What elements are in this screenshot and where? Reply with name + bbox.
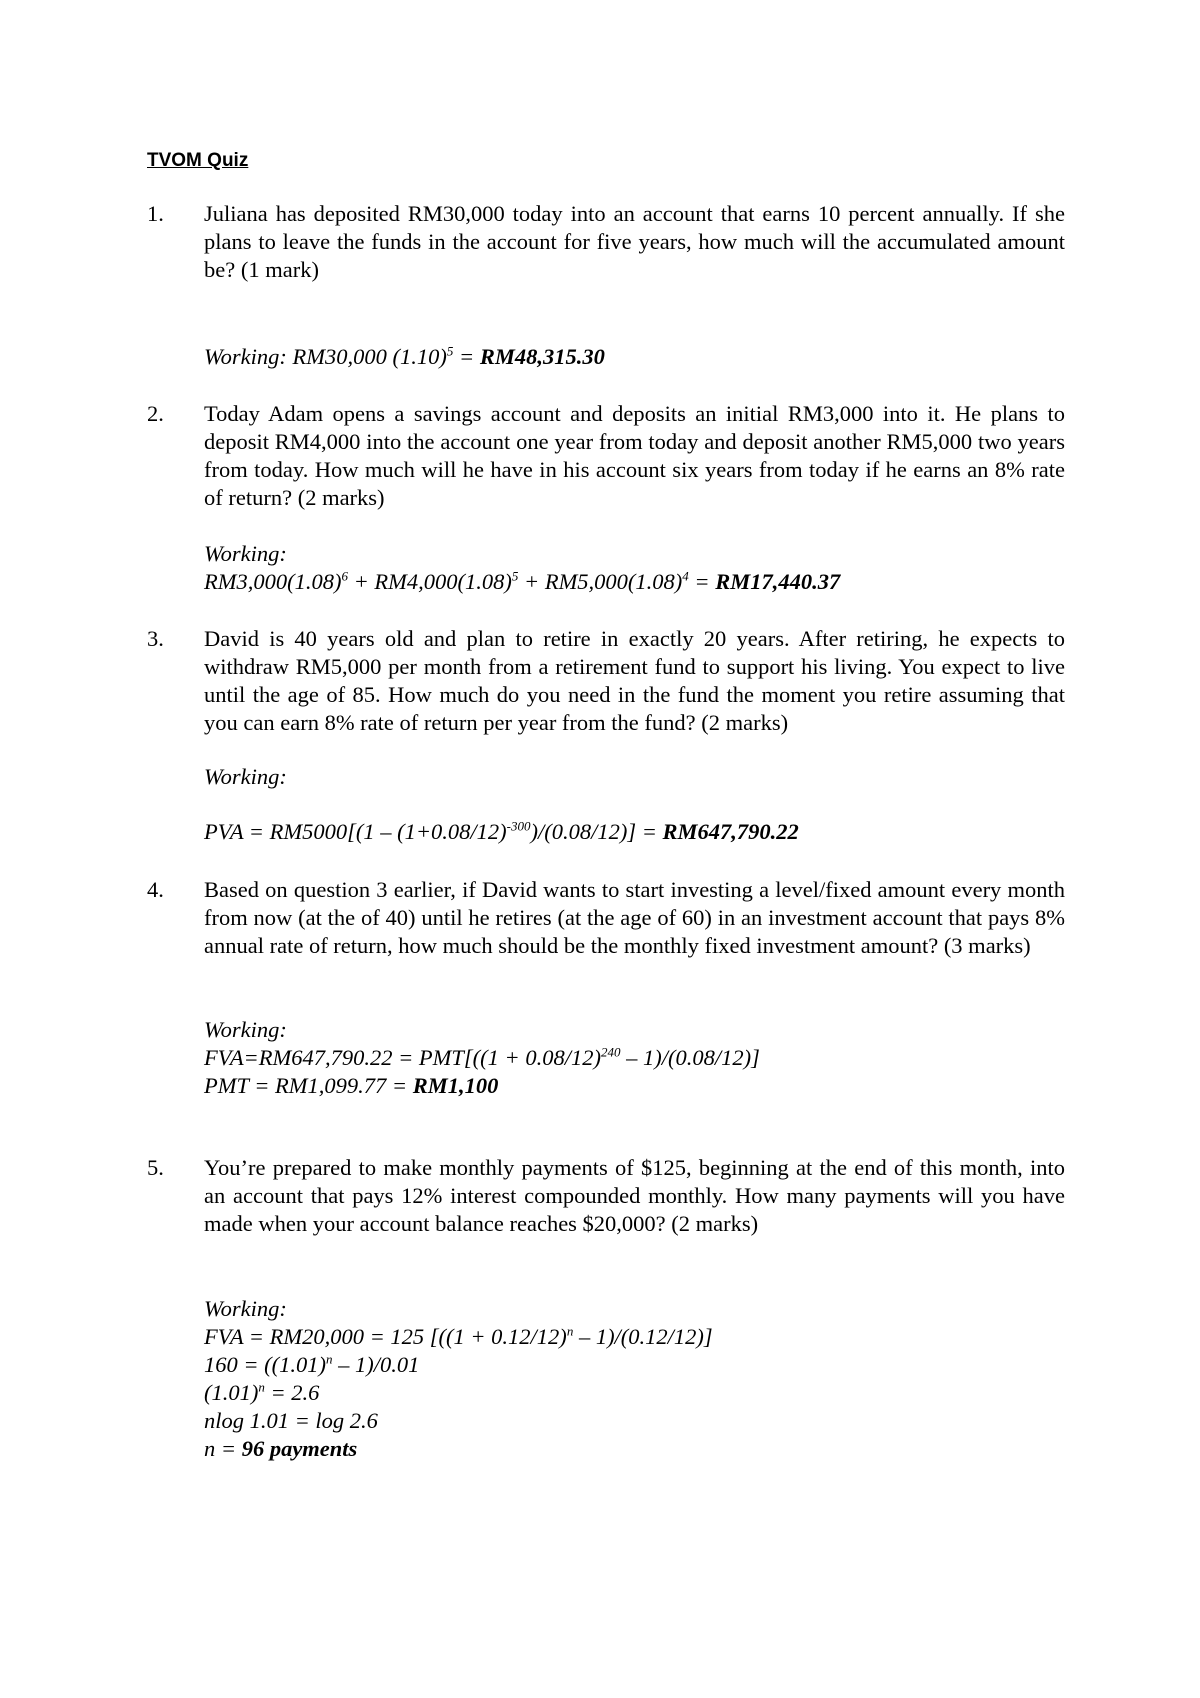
question-number: 4. — [147, 877, 164, 902]
working-label: Working: — [204, 1296, 287, 1321]
working-line — [204, 1351, 713, 1379]
working-5 — [204, 1295, 713, 1463]
working-text: – 1)/(0.12/12)] — [573, 1324, 713, 1349]
working-answer: RM17,440.37 — [715, 569, 841, 594]
working-answer: RM647,790.22 — [662, 819, 799, 844]
exponent: 4 — [682, 568, 689, 584]
working-2 — [204, 540, 840, 596]
exponent: n — [258, 1379, 265, 1395]
exponent: 5 — [446, 343, 454, 359]
working-text: (1.01) — [204, 1380, 259, 1405]
working-text: = — [453, 344, 480, 369]
exponent: 240 — [600, 1044, 621, 1060]
working-line: nlog 1.01 = log 2.6 — [204, 1408, 378, 1433]
working-text: PMT = RM1,099.77 = — [204, 1073, 413, 1098]
working-text: )/(0.08/12)] = — [530, 819, 663, 844]
question-number: 5. — [147, 1155, 164, 1180]
question-4 — [147, 876, 1065, 960]
working-line — [204, 1323, 713, 1351]
working-line — [204, 568, 840, 596]
exponent: n — [566, 1323, 574, 1339]
working-label: Working: — [204, 541, 287, 566]
working-text: RM3,000(1.08) — [204, 569, 342, 594]
exponent: 6 — [341, 568, 348, 584]
working-text: n = — [204, 1436, 242, 1461]
working-text: + RM4,000(1.08) — [347, 569, 512, 594]
working-text: – 1)/0.01 — [332, 1352, 420, 1377]
working-line — [204, 818, 799, 846]
document-title: TVOM Quiz — [147, 150, 249, 171]
working-label: Working: — [204, 764, 287, 789]
question-text: Based on question 3 earlier, if David wants to start investing a level/fixed amount every month from now (at the of 40) until he retires (at the age of 60) in an investment account that pays 8% annual rate of return, how much should be the monthly fixed investment amount? (3 marks) — [204, 877, 1065, 958]
working-label: Working: — [204, 1017, 287, 1042]
working-answer: RM48,315.30 — [479, 344, 605, 369]
working-line — [204, 1379, 713, 1407]
question-5 — [147, 1154, 1065, 1238]
working-answer: 96 payments — [241, 1436, 358, 1461]
working-4 — [204, 1016, 760, 1100]
question-2 — [147, 400, 1065, 512]
working-text: Working: RM30,000 (1.10) — [204, 344, 447, 369]
question-text: You’re prepared to make monthly payments of $125, beginning at the end of this month, into an account that pays 12% interest compounded monthly. How many payments will you have made when your account balance reaches $20,000? (2 marks) — [204, 1155, 1065, 1236]
exponent: -300 — [506, 818, 531, 834]
question-1 — [147, 200, 1065, 284]
question-number: 2. — [147, 401, 164, 426]
question-text: David is 40 years old and plan to retire in exactly 20 years. After retiring, he expects to withdraw RM5,000 per month from a retirement fund to support his living. You expect to live until the age of 85. How much do you need in the fund the moment you retire assuming that you can earn 8% rate of return per year from the fund? (2 marks) — [204, 626, 1065, 735]
question-text: Today Adam opens a savings account and deposits an initial RM3,000 into it. He plans to deposit RM4,000 into the account one year from today and deposit another RM5,000 two years from today. How much will he have in his account six years from today if he earns an 8% rate of return? (2 marks) — [204, 401, 1065, 510]
working-text: + RM5,000(1.08) — [518, 569, 683, 594]
working-text: 160 = ((1.01) — [204, 1352, 327, 1377]
working-text: PVA = RM5000[(1 – (1+0.08/12) — [204, 819, 507, 844]
question-3 — [147, 625, 1065, 737]
working-text: – 1)/(0.08/12)] — [620, 1045, 760, 1070]
question-number: 3. — [147, 626, 164, 651]
working-text: FVA=RM647,790.22 = PMT[((1 + 0.08/12) — [204, 1045, 601, 1070]
question-number: 1. — [147, 201, 164, 226]
working-text: = 2.6 — [264, 1380, 320, 1405]
working-answer: RM1,100 — [412, 1073, 499, 1098]
working-3 — [204, 763, 799, 846]
question-text: Juliana has deposited RM30,000 today into an account that earns 10 percent annually. If she plans to leave the funds in the account for five years, how much will the accumulated amount be? (1 mark) — [204, 201, 1065, 282]
working-line — [204, 1435, 713, 1463]
working-line — [204, 343, 605, 371]
exponent: 5 — [511, 568, 519, 584]
exponent: n — [326, 1351, 333, 1367]
working-line — [204, 1072, 760, 1100]
working-text: FVA = RM20,000 = 125 [((1 + 0.12/12) — [204, 1324, 567, 1349]
working-1 — [204, 343, 605, 371]
working-text: = — [688, 569, 716, 594]
working-line — [204, 1044, 760, 1072]
